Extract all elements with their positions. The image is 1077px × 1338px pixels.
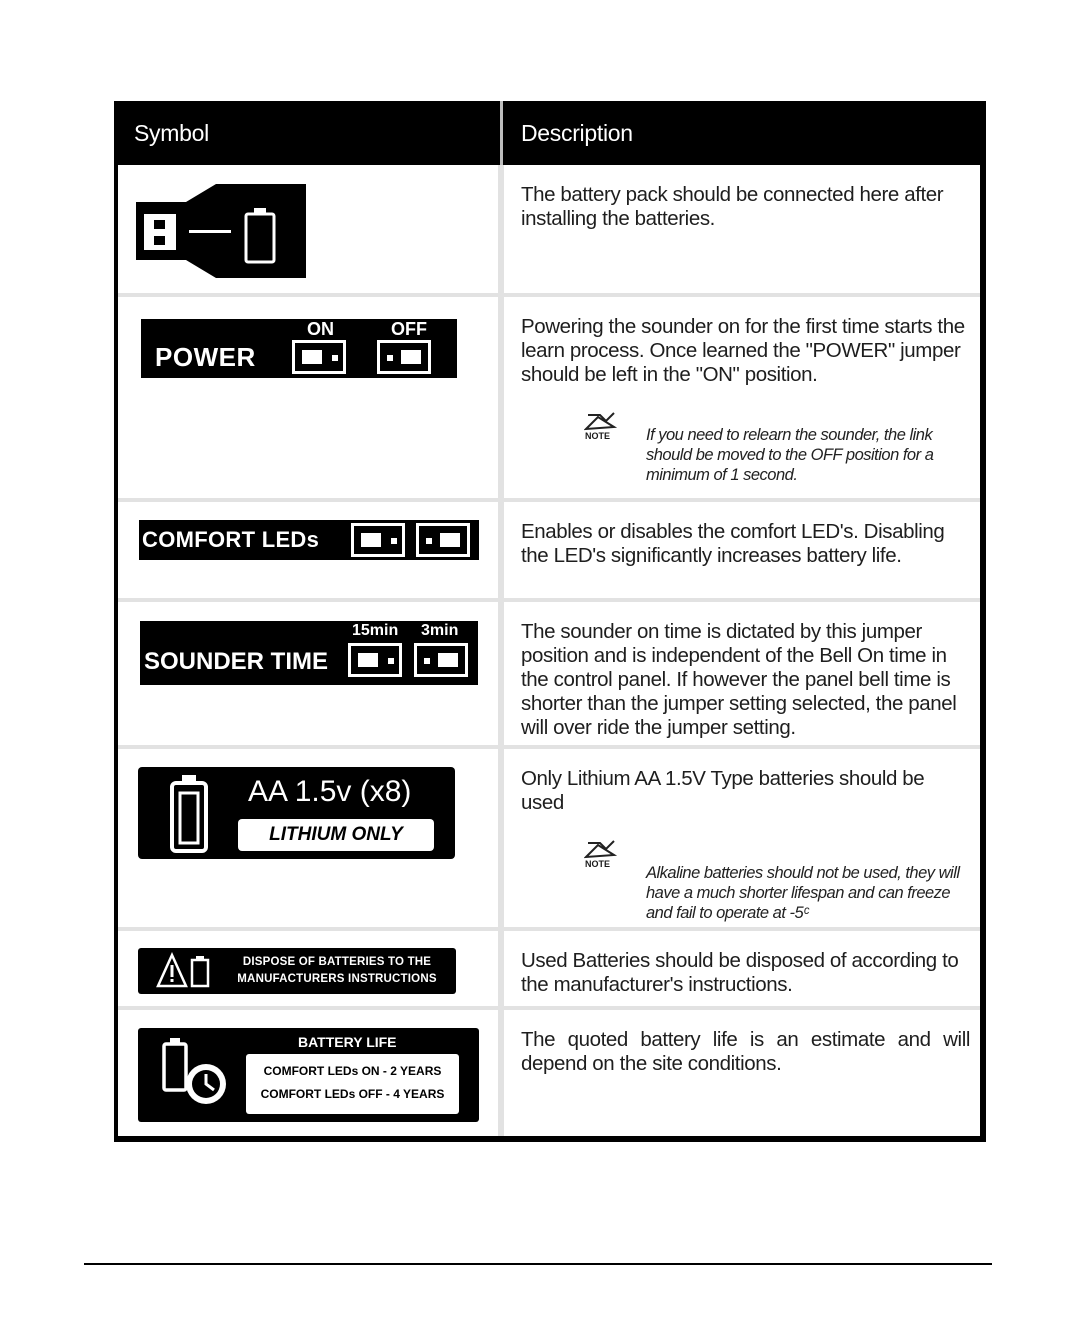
battery-type-label bbox=[138, 767, 455, 859]
sounder-time-jumper-label bbox=[140, 621, 478, 685]
power-jumper-label bbox=[141, 319, 457, 378]
option-3min-label: 3min bbox=[421, 622, 459, 639]
option-15min-label: 15min bbox=[352, 622, 399, 639]
symbol-cell bbox=[118, 602, 498, 745]
sounder-time-label: SOUNDER TIME bbox=[144, 648, 329, 675]
description-cell bbox=[504, 602, 980, 745]
symbol-cell bbox=[118, 502, 498, 598]
jumper-3min-icon bbox=[414, 643, 468, 677]
battery-life-label bbox=[138, 1028, 479, 1122]
symbol-cell bbox=[118, 165, 498, 293]
off-label: OFF bbox=[391, 319, 427, 339]
description-cell bbox=[504, 297, 980, 498]
symbol-cell bbox=[118, 749, 498, 927]
note-text: If you need to relearn the sounder, the link should be moved to the OFF position for a minimum of 1 second. bbox=[646, 426, 934, 484]
jumper-on-icon bbox=[292, 340, 346, 374]
lithium-only-badge: LITHIUM ONLY bbox=[238, 819, 434, 851]
symbol-cell bbox=[118, 297, 498, 498]
header-description: Description bbox=[521, 119, 633, 146]
description-cell bbox=[504, 1010, 980, 1136]
battery-life-values: COMFORT LEDs ON - 2 YEARS COMFORT LEDs OFF - 4 YEARS bbox=[246, 1054, 459, 1114]
description-text: Used Batteries should be disposed of according to the manufacturer's instructions. bbox=[521, 949, 959, 996]
battery-spec: AA 1.5v (x8) bbox=[248, 775, 412, 808]
battery-icon bbox=[166, 773, 212, 855]
description-text: Only Lithium AA 1.5V Type batteries should be used bbox=[521, 767, 925, 814]
description-text: The quoted battery life is an estimate and will depend on the site conditions. bbox=[521, 1028, 970, 1075]
power-label: POWER bbox=[155, 342, 256, 372]
note-icon: NOTE bbox=[584, 409, 618, 445]
jumper-15min-icon bbox=[348, 643, 402, 677]
description-text: The sounder on time is dictated by this jumper position and is independent of the Bell On time in the control panel. If however the panel bell time is shorter than the jumper setting selected, the panel will over ride the jumper setting. bbox=[521, 620, 957, 739]
symbol-table bbox=[114, 101, 986, 1142]
description-cell bbox=[504, 165, 980, 293]
table-body bbox=[118, 165, 980, 1136]
description-text: Enables or disables the comfort LED's. Disabling the LED's significantly increases battery life. bbox=[521, 520, 945, 567]
battery-clock-icon bbox=[160, 1036, 232, 1110]
description-text: Powering the sounder on for the first time starts the learn process. Once learned the "POWER" jumper should be left in the "ON" position. bbox=[521, 315, 965, 386]
battery-connector-icon bbox=[136, 182, 308, 280]
comfort-leds-label: COMFORT LEDs bbox=[142, 527, 320, 552]
symbol-cell bbox=[118, 931, 498, 1006]
note-icon: NOTE bbox=[584, 837, 618, 873]
description-text: The battery pack should be connected here after installing the batteries. bbox=[521, 183, 944, 230]
description-cell bbox=[504, 749, 980, 927]
note-text: Alkaline batteries should not be used, they will have a much shorter lifespan and can freeze and fail to operate at -5ᶜ bbox=[646, 864, 960, 922]
description-cell bbox=[504, 931, 980, 1006]
description-cell bbox=[504, 502, 980, 598]
dispose-instructions: DISPOSE OF BATTERIES TO THE MANUFACTURERS INSTRUCTIONS bbox=[237, 956, 437, 985]
comfort-leds-jumper-label bbox=[139, 520, 479, 560]
note bbox=[584, 837, 964, 923]
dispose-label bbox=[138, 948, 456, 994]
battery-life-title: BATTERY LIFE bbox=[298, 1034, 397, 1050]
warning-battery-icon bbox=[156, 952, 212, 990]
header-symbol: Symbol bbox=[134, 119, 209, 146]
footer-rule bbox=[84, 1263, 992, 1265]
jumper-off-icon bbox=[416, 523, 470, 557]
on-label: ON bbox=[307, 319, 334, 339]
symbol-cell bbox=[118, 1010, 498, 1136]
jumper-on-icon bbox=[351, 523, 405, 557]
jumper-off-icon bbox=[377, 340, 431, 374]
note bbox=[584, 409, 964, 485]
